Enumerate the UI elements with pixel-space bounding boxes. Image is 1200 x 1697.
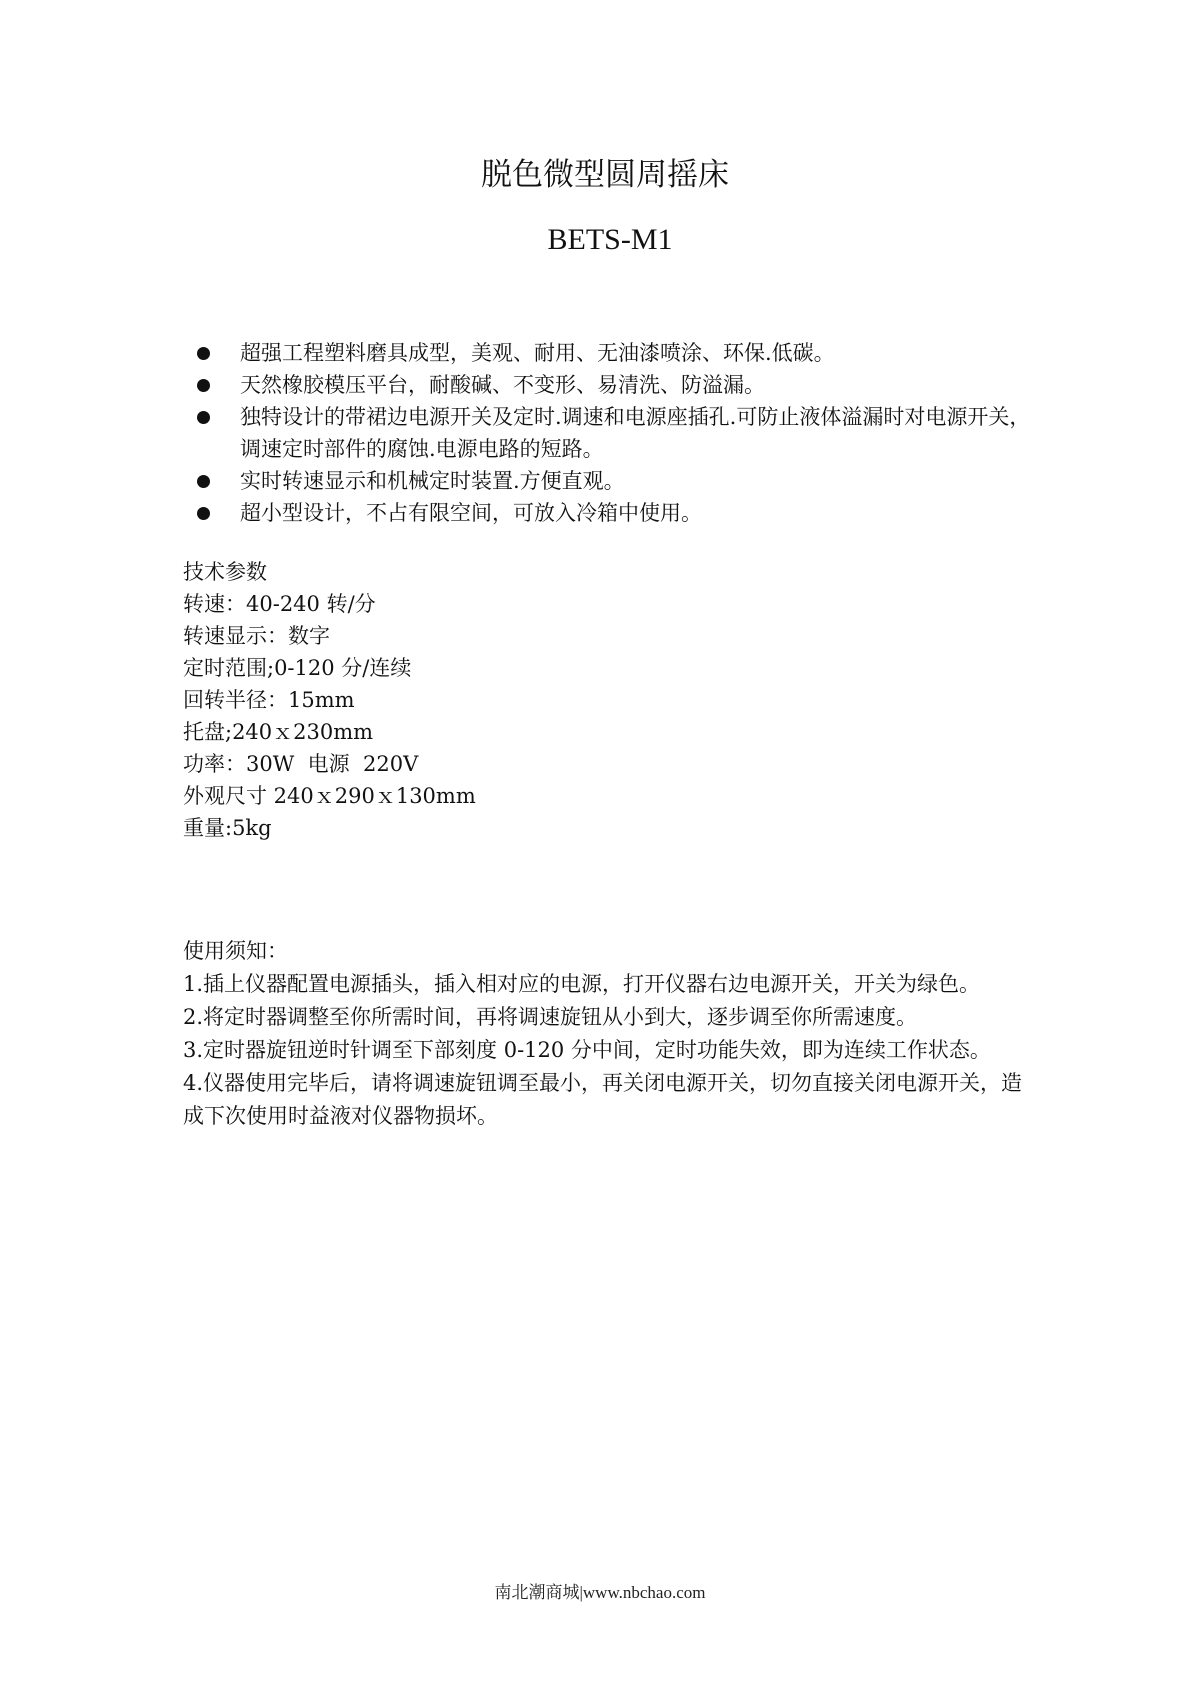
spec-line: 回转半径：15mm [183,688,355,712]
bullet-icon [197,411,210,424]
note-item: 2.将定时器调整至你所需时间，再将调速旋钮从小到大，逐步调至你所需速度。 [183,1005,918,1029]
spec-line: 功率：30W 电源 220V [183,752,419,776]
feature-text: 天然橡胶模压平台，耐酸碱、不变形、易清洗、防溢漏。 [240,373,765,397]
spec-line: 定时范围;0-120 分/连续 [183,656,412,680]
notes-heading: 使用须知： [183,939,288,963]
bullet-icon [197,347,210,360]
feature-item [195,401,1035,465]
feature-item [195,369,1035,401]
spec-line: 转速：40-240 转/分 [183,592,376,616]
page-footer: 南北潮商城|www.nbchao.com [494,1583,706,1602]
document-title: 脱色微型圆周摇床 [481,157,729,193]
feature-text: 超强工程塑料磨具成型，美观、耐用、无油漆喷涂、环保.低碳。 [240,341,835,365]
feature-text: 实时转速显示和机械定时装置.方便直观。 [240,469,625,493]
bullet-icon [197,507,210,520]
spec-line: 重量:5kg [183,816,272,840]
note-item: 3.定时器旋钮逆时针调至下部刻度 0-120 分中间，定时功能失效，即为连续工作状态。 [183,1038,991,1062]
feature-item [195,337,1035,369]
note-item: 1.插上仪器配置电源插头，插入相对应的电源，打开仪器右边电源开关，开关为绿色。 [183,972,981,996]
feature-item [195,465,1035,497]
spec-line: 托盘;240ｘ230mm [183,720,374,744]
bullet-icon [197,475,210,488]
bullet-icon [197,379,210,392]
feature-text: 独特设计的带裙边电源开关及定时.调速和电源座插孔.可防止液体溢漏时对电源开关，调速定时部件的腐蚀.电源电路的短路。 [240,405,1031,461]
model-number: BETS-M1 [547,223,673,256]
feature-text: 超小型设计，不占有限空间，可放入冷箱中使用。 [240,501,702,525]
usage-notes-section [183,935,1033,1133]
spec-line: 外观尺寸 240ｘ290ｘ130mm [183,784,476,808]
specs-section [183,556,1023,844]
specs-heading: 技术参数 [183,560,267,584]
spec-line: 转速显示：数字 [183,624,330,648]
feature-list [195,337,1035,529]
note-item: 4.仪器使用完毕后，请将调速旋钮调至最小，再关闭电源开关，切勿直接关闭电源开关，造成下次使用时益液对仪器物损坏。 [183,1071,1023,1128]
feature-item [195,497,1035,529]
